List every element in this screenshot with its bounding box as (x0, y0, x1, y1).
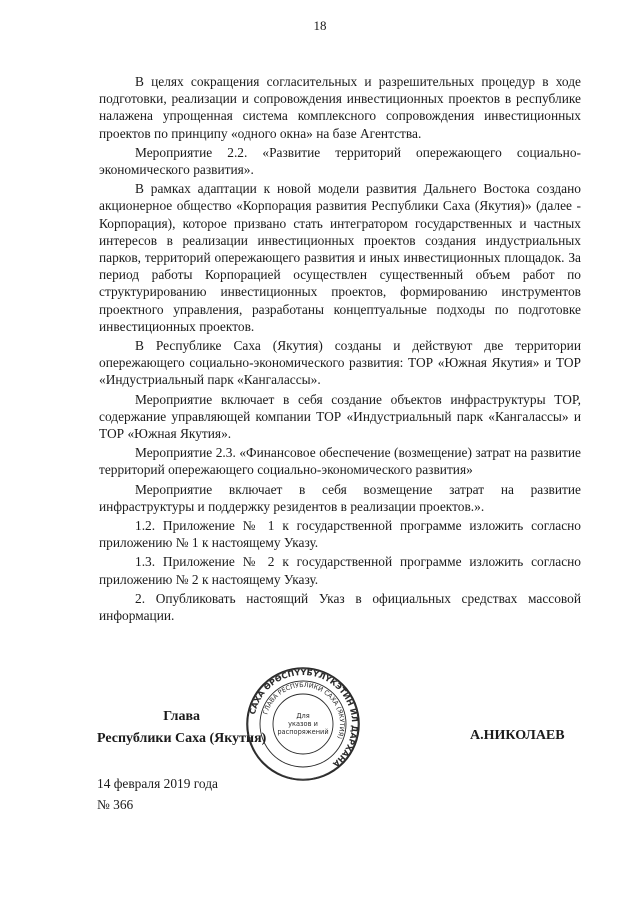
paragraph: 2. Опубликовать настоящий Указ в официальных средствах массовой информации. (99, 590, 581, 624)
document-number: № 366 (97, 797, 134, 812)
seal-outer-text-path: САХА ӨРӨСПҮҮБҮЛҮКЭТИН ИЛ ДАРХАНА (247, 667, 360, 769)
document-body (99, 73, 581, 626)
paragraph: Мероприятие включает в себя возмещение затрат на развитие инфраструктуры и поддержку резидентов в реализации проектов.». (99, 481, 581, 514)
paragraph: В целях сокращения согласительных и разрешительных процедур в ходе подготовки, реализации и сопровождения инвестиционных проектов в республике налажена упрощенная система комплексного сопровождения инвестиционных проектов по принципу «одного окна» на базе Агентства. (99, 74, 581, 141)
paragraph: 1.2. Приложение № 1 к государственной программе изложить согласно приложению № 1 к настоящему Указу. (99, 518, 581, 551)
paragraph: В Республике Саха (Якутия) созданы и действуют две территории опережающего социально-экономического развития: ТОР «Южная Якутия» и ТОР «Индустриальный парк «Кангалассы». (99, 338, 581, 388)
signatory-title-line2: Республики Саха (Якутия) (97, 731, 267, 746)
signatory-name: А.НИКОЛАЕВ (470, 728, 565, 743)
page-number: 18 (313, 18, 327, 33)
seal-center-line2: указов и (288, 720, 318, 728)
official-seal (245, 666, 361, 782)
seal-center-line3: распоряжений (277, 728, 329, 736)
signatory-title-line1: Глава (163, 709, 201, 724)
paragraph: Мероприятие 2.2. «Развитие территорий опережающего социально-экономического развития». (99, 144, 581, 178)
paragraph: Мероприятие включает в себя создание объектов инфраструктуры ТОР, содержание управляющей компании ТОР «Индустриальный парк «Кангалассы» и ТОР «Южная Якутия». (99, 391, 581, 442)
signatory-title (97, 706, 266, 750)
document-date: 14 февраля 2019 года (97, 776, 218, 791)
paragraph: 1.3. Приложение № 2 к государственной программе изложить согласно приложению № 2 к настоящему Указу. (99, 554, 581, 587)
paragraph: В рамках адаптации к новой модели развития Дальнего Востока создано акционерное общество «Корпорация развития Республики Саха (Якутия)» (далее - Корпорация), которое призвано стать интегратором государственных и частных интересов в реализации инвестиционных проектов создания индустриальных парков, территорий опережающего развития и иных инвестиционных площадок. За период работы Корпорацией осуществлен существенный объем работ по структурированию инвестиционных проектов, формированию инструментов проектного управления, разработаны концептуальные подходы по подготовке инвестиционных проектов. (99, 181, 581, 334)
paragraph: Мероприятие 2.3. «Финансовое обеспечение (возмещение) затрат на развитие территорий опережающего социально-экономического развития» (99, 445, 581, 478)
seal-center-line1: Для (296, 712, 310, 720)
seal-inner-text-path: ГЛАВА РЕСПУБЛИКИ САХА (ЯКУТИЯ) (261, 680, 347, 741)
